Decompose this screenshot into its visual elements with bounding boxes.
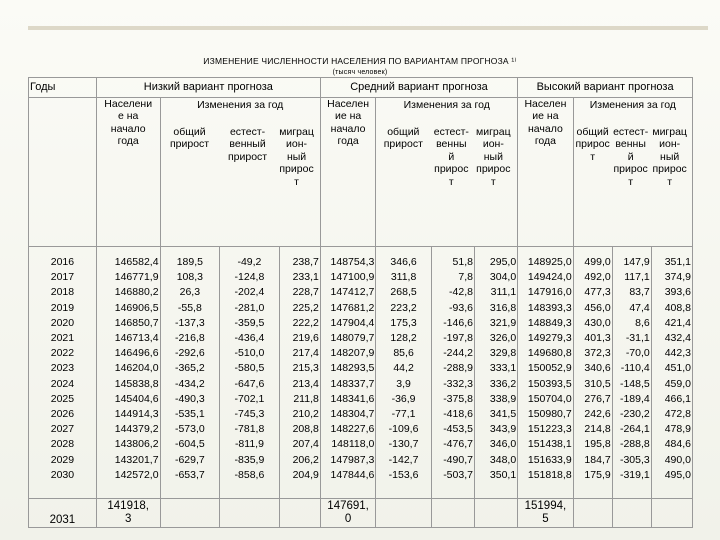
header-high-variant: Высокий вариант прогноза bbox=[518, 78, 693, 98]
cell-high-migr: 478,9 bbox=[664, 423, 691, 436]
cell-mid-pop: 148207,9 bbox=[330, 347, 375, 360]
header-natural-high: естест- венны й прирос т bbox=[613, 126, 649, 188]
cell-high-migr: 451,0 bbox=[664, 362, 691, 375]
header-change-mid bbox=[376, 98, 518, 247]
cell-mid-migr: 311,1 bbox=[490, 286, 517, 299]
cell-low-migr: 217,4 bbox=[292, 347, 319, 360]
header-migration-high: миграц ион- ный прирос т bbox=[652, 126, 687, 188]
cell-high-pop: 148849,3 bbox=[527, 316, 572, 329]
cell-low-migr: 238,7 bbox=[292, 256, 319, 268]
cell-low-nat: -835,9 bbox=[234, 453, 265, 466]
cell-mid-total: -77,1 bbox=[391, 408, 416, 421]
cell-high-total: 456,0 bbox=[584, 301, 611, 314]
cell-low-total: -216,8 bbox=[174, 332, 205, 345]
cell-mid-total: 44,2 bbox=[393, 362, 414, 375]
forecast-table bbox=[28, 77, 693, 528]
cell-low-migr: 228,7 bbox=[292, 286, 319, 299]
cell-low-migr: 233,1 bbox=[292, 271, 319, 284]
cell-low-pop: 142572,0 bbox=[114, 468, 159, 481]
cell-high-pop: 150052,9 bbox=[527, 362, 572, 375]
cell-mid-migr: 316,8 bbox=[489, 301, 517, 314]
cell-low-nat: -281,0 bbox=[234, 301, 265, 314]
slide-top-bar bbox=[28, 26, 708, 30]
cell-high-pop: 151438,1 bbox=[527, 438, 572, 451]
cell-low-pop: 146582,4 bbox=[114, 256, 159, 268]
last-row-high-pop: 151994, 5 bbox=[518, 499, 573, 528]
cell-mid-total: 346,6 bbox=[390, 256, 417, 268]
header-mid-variant: Средний вариант прогноза bbox=[320, 78, 517, 98]
cell-mid-migr: 338,9 bbox=[489, 392, 517, 405]
cell-mid-migr: 350,1 bbox=[489, 468, 517, 481]
cell-mid-migr: 336,2 bbox=[489, 377, 517, 390]
cell-mid-total: 85,6 bbox=[393, 347, 414, 360]
cell-years: 2016 bbox=[50, 256, 75, 268]
column-mid-natural bbox=[431, 247, 474, 499]
cell-low-migr: 207,4 bbox=[292, 438, 319, 451]
cell-mid-migr: 348,0 bbox=[489, 453, 517, 466]
cell-mid-nat: -146,6 bbox=[443, 316, 473, 329]
cell-low-nat: -436,4 bbox=[234, 332, 265, 345]
cell-years: 2021 bbox=[50, 332, 75, 345]
cell-low-pop: 145404,6 bbox=[114, 392, 159, 405]
cell-low-nat: -510,0 bbox=[234, 347, 265, 360]
cell-years: 2023 bbox=[50, 362, 75, 375]
header-change-low bbox=[160, 98, 320, 247]
cell-high-pop: 150704,0 bbox=[527, 392, 572, 405]
cell-high-migr: 408,8 bbox=[664, 301, 691, 314]
cell-mid-pop: 148227,6 bbox=[330, 423, 375, 436]
cell-mid-nat: -42,8 bbox=[449, 286, 473, 299]
cell-high-total: 340,6 bbox=[584, 362, 611, 375]
last-row-mid-pop: 147691, 0 bbox=[320, 499, 375, 528]
header-pop-high: Населен ие на начало года bbox=[518, 98, 573, 247]
cell-mid-pop: 148304,7 bbox=[330, 408, 375, 421]
cell-mid-total: -130,7 bbox=[388, 438, 419, 451]
column-low-pop bbox=[96, 247, 160, 499]
cell-mid-pop: 147844,6 bbox=[330, 468, 375, 481]
cell-low-migr: 225,2 bbox=[292, 301, 319, 314]
cell-mid-migr: 343,9 bbox=[489, 423, 517, 436]
cell-high-migr: 466,1 bbox=[664, 392, 691, 405]
cell-high-pop: 149680,8 bbox=[527, 347, 572, 360]
cell-high-pop: 149279,3 bbox=[527, 332, 572, 345]
cell-mid-pop: 148754,3 bbox=[330, 256, 375, 268]
cell-high-nat: -230,2 bbox=[619, 408, 650, 421]
cell-low-nat: -702,1 bbox=[234, 392, 265, 405]
cell-mid-total: 311,8 bbox=[390, 271, 417, 284]
cell-low-total: -535,1 bbox=[174, 408, 205, 421]
header-years-blank bbox=[29, 98, 97, 247]
cell-low-nat: -745,3 bbox=[234, 408, 265, 421]
cell-high-pop: 150980,7 bbox=[527, 408, 572, 421]
header-total-low: общий прирост bbox=[169, 126, 210, 151]
header-change-high-label: Изменения за год bbox=[589, 99, 676, 111]
cell-high-total: 477,3 bbox=[584, 286, 611, 299]
column-high-natural bbox=[612, 247, 651, 499]
cell-low-total: -55,8 bbox=[177, 301, 202, 314]
cell-high-migr: 432,4 bbox=[664, 332, 691, 345]
cell-high-pop: 149424,0 bbox=[527, 271, 572, 284]
cell-high-nat: -319,1 bbox=[619, 468, 650, 481]
cell-years: 2020 bbox=[50, 316, 75, 329]
cell-mid-pop: 147681,2 bbox=[330, 301, 375, 314]
column-years bbox=[29, 247, 97, 499]
cell-high-total: 214,8 bbox=[584, 423, 611, 436]
cell-mid-total: -142,7 bbox=[388, 453, 419, 466]
last-row-year: 2031 bbox=[29, 499, 97, 528]
cell-high-nat: -31,1 bbox=[625, 332, 650, 345]
cell-low-total: 108,3 bbox=[176, 271, 203, 284]
cell-high-nat: -148,5 bbox=[619, 377, 650, 390]
cell-low-nat: -202,4 bbox=[234, 286, 265, 299]
cell-high-pop: 147916,0 bbox=[527, 286, 572, 299]
cell-low-migr: 208,8 bbox=[292, 423, 319, 436]
column-mid-migration bbox=[474, 247, 517, 499]
header-natural-low: естест- венный прирост bbox=[227, 126, 268, 163]
column-low-natural bbox=[220, 247, 280, 499]
cell-low-nat: -124,8 bbox=[234, 271, 265, 284]
cell-high-nat: 8,6 bbox=[635, 316, 650, 329]
cell-low-total: -365,2 bbox=[174, 362, 205, 375]
header-natural-mid: естест- венны й прирос т bbox=[433, 126, 469, 188]
cell-low-nat: -359,5 bbox=[234, 316, 265, 329]
cell-mid-pop: 148079,7 bbox=[330, 332, 375, 345]
cell-mid-pop: 147100,9 bbox=[330, 271, 375, 284]
cell-high-pop: 151223,3 bbox=[527, 423, 572, 436]
cell-mid-pop: 147412,7 bbox=[330, 286, 375, 299]
cell-years: 2027 bbox=[50, 423, 75, 436]
cell-years: 2026 bbox=[50, 408, 75, 421]
column-mid-total bbox=[376, 247, 431, 499]
header-change-high bbox=[573, 98, 692, 247]
cell-high-nat: 47,4 bbox=[629, 301, 650, 314]
cell-mid-total: 223,2 bbox=[390, 301, 417, 314]
cell-high-pop: 151818,8 bbox=[527, 468, 572, 481]
header-years: Годы bbox=[29, 78, 97, 98]
cell-high-migr: 472,8 bbox=[664, 408, 691, 421]
cell-mid-migr: 333,1 bbox=[489, 362, 517, 375]
header-migration-low: миграц ион- ный прирос т bbox=[279, 126, 314, 188]
cell-mid-migr: 346,0 bbox=[489, 438, 517, 451]
cell-mid-nat: 51,8 bbox=[452, 256, 473, 268]
table-title: ИЗМЕНЕНИЕ ЧИСЛЕННОСТИ НАСЕЛЕНИЯ ПО ВАРИАНТАМ ПРОГНОЗА ¹⁾ bbox=[203, 56, 517, 66]
cell-high-total: 195,8 bbox=[584, 438, 611, 451]
cell-high-migr: 459,0 bbox=[664, 377, 691, 390]
cell-years: 2019 bbox=[50, 301, 75, 314]
cell-low-total: 26,3 bbox=[179, 286, 201, 299]
cell-high-pop: 150393,5 bbox=[527, 377, 572, 390]
cell-mid-nat: -332,3 bbox=[443, 377, 473, 390]
cell-mid-pop: 148293,5 bbox=[330, 362, 375, 375]
cell-low-pop: 146850,7 bbox=[114, 316, 159, 329]
cell-low-migr: 210,2 bbox=[292, 408, 319, 421]
cell-low-migr: 204,9 bbox=[292, 468, 319, 481]
cell-low-pop: 146880,2 bbox=[114, 286, 159, 299]
column-high-migration bbox=[651, 247, 692, 499]
header-pop-low: Населени е на начало года bbox=[96, 98, 160, 247]
cell-mid-total: -153,6 bbox=[388, 468, 419, 481]
header-total-high: общий прирос т bbox=[575, 126, 610, 163]
cell-mid-pop: 147987,3 bbox=[330, 453, 375, 466]
cell-high-migr: 484,6 bbox=[664, 438, 691, 451]
cell-high-total: 499,0 bbox=[584, 256, 611, 268]
cell-low-migr: 206,2 bbox=[292, 453, 319, 466]
cell-mid-migr: 329,8 bbox=[489, 347, 517, 360]
header-pop-mid: Населен ие на начало года bbox=[320, 98, 375, 247]
cell-high-nat: 117,1 bbox=[624, 271, 650, 284]
cell-low-pop: 146906,5 bbox=[114, 301, 159, 314]
cell-low-pop: 146496,6 bbox=[114, 347, 159, 360]
cell-low-migr: 215,3 bbox=[292, 362, 319, 375]
cell-mid-migr: 304,0 bbox=[489, 271, 517, 284]
cell-mid-nat: -93,6 bbox=[449, 301, 473, 314]
cell-low-pop: 143201,7 bbox=[114, 453, 159, 466]
cell-mid-migr: 295,0 bbox=[489, 256, 517, 268]
cell-high-nat: -70,0 bbox=[625, 347, 650, 360]
cell-mid-nat: -503,7 bbox=[443, 468, 473, 481]
cell-low-migr: 222,2 bbox=[292, 316, 319, 329]
cell-low-nat: -580,5 bbox=[234, 362, 265, 375]
cell-high-migr: 442,3 bbox=[664, 347, 691, 360]
cell-low-total: -490,3 bbox=[174, 392, 205, 405]
cell-high-nat: -110,4 bbox=[620, 362, 650, 375]
column-mid-pop bbox=[320, 247, 375, 499]
cell-low-total: 189,5 bbox=[176, 256, 203, 268]
cell-mid-pop: 148337,7 bbox=[330, 377, 375, 390]
cell-mid-nat: -490,7 bbox=[443, 453, 473, 466]
cell-mid-nat: -453,5 bbox=[443, 423, 473, 436]
cell-high-nat: -264,1 bbox=[619, 423, 650, 436]
cell-low-pop: 146771,9 bbox=[114, 271, 159, 284]
cell-high-nat: -288,8 bbox=[619, 438, 650, 451]
cell-high-total: 184,7 bbox=[584, 453, 611, 466]
cell-mid-nat: -288,9 bbox=[443, 362, 473, 375]
cell-mid-total: -36,9 bbox=[391, 392, 416, 405]
cell-low-migr: 211,8 bbox=[293, 392, 319, 405]
cell-high-pop: 148925,0 bbox=[527, 256, 572, 268]
cell-low-pop: 144914,3 bbox=[114, 408, 159, 421]
cell-low-nat: -781,8 bbox=[234, 423, 265, 436]
cell-low-total: -292,6 bbox=[174, 347, 205, 360]
cell-years: 2029 bbox=[50, 453, 75, 466]
cell-mid-total: 268,5 bbox=[390, 286, 417, 299]
last-row-low-pop: 141918, 3 bbox=[96, 499, 160, 528]
cell-mid-nat: -375,8 bbox=[443, 392, 473, 405]
cell-high-total: 175,9 bbox=[584, 468, 611, 481]
cell-low-migr: 213,4 bbox=[292, 377, 319, 390]
cell-mid-nat: -476,7 bbox=[443, 438, 473, 451]
cell-low-nat: -647,6 bbox=[234, 377, 265, 390]
cell-years: 2025 bbox=[50, 392, 75, 405]
cell-high-pop: 148393,3 bbox=[527, 301, 572, 314]
cell-mid-total: 3,9 bbox=[396, 377, 411, 390]
cell-low-total: -629,7 bbox=[174, 453, 205, 466]
cell-high-total: 310,5 bbox=[584, 377, 611, 390]
cell-low-pop: 146713,4 bbox=[114, 332, 159, 345]
cell-mid-total: 128,2 bbox=[390, 332, 417, 345]
cell-low-pop: 145838,8 bbox=[114, 377, 159, 390]
cell-mid-pop: 148341,6 bbox=[330, 392, 375, 405]
cell-high-migr: 495,0 bbox=[664, 468, 691, 481]
cell-high-total: 401,3 bbox=[584, 332, 611, 345]
cell-mid-pop: 147904,4 bbox=[330, 316, 375, 329]
cell-low-nat: -858,6 bbox=[234, 468, 265, 481]
cell-mid-nat: -244,2 bbox=[443, 347, 473, 360]
cell-low-nat: -49,2 bbox=[237, 256, 262, 268]
cell-high-migr: 421,4 bbox=[664, 316, 691, 329]
cell-low-migr: 219,6 bbox=[292, 332, 319, 345]
cell-high-migr: 351,1 bbox=[664, 256, 691, 268]
cell-high-total: 430,0 bbox=[584, 316, 611, 329]
column-high-pop bbox=[518, 247, 573, 499]
cell-mid-nat: 7,8 bbox=[458, 271, 473, 284]
cell-mid-pop: 148118,0 bbox=[331, 438, 375, 451]
cell-high-pop: 151633,9 bbox=[527, 453, 572, 466]
cell-mid-migr: 321,9 bbox=[489, 316, 517, 329]
header-change-mid-label: Изменения за год bbox=[403, 99, 490, 111]
cell-mid-migr: 341,5 bbox=[489, 408, 517, 421]
header-total-mid: общий прирост bbox=[383, 126, 423, 151]
cell-low-total: -137,3 bbox=[174, 316, 205, 329]
column-low-total bbox=[160, 247, 220, 499]
cell-low-pop: 143806,2 bbox=[114, 438, 159, 451]
cell-mid-nat: -418,6 bbox=[443, 408, 473, 421]
cell-years: 2017 bbox=[50, 271, 75, 284]
cell-low-nat: -811,9 bbox=[234, 438, 264, 451]
header-change-low-label: Изменения за год bbox=[197, 99, 284, 111]
column-low-migration bbox=[279, 247, 320, 499]
cell-high-nat: 83,7 bbox=[629, 286, 650, 299]
cell-high-migr: 490,0 bbox=[664, 453, 691, 466]
cell-high-nat: 147,9 bbox=[623, 256, 650, 268]
header-migration-mid: миграц ион- ный прирос т bbox=[476, 126, 511, 188]
cell-low-total: -653,7 bbox=[174, 468, 205, 481]
cell-low-pop: 146204,0 bbox=[114, 362, 159, 375]
cell-high-nat: -189,4 bbox=[619, 392, 650, 405]
cell-mid-total: 175,3 bbox=[390, 316, 417, 329]
cell-high-migr: 374,9 bbox=[664, 271, 691, 284]
cell-years: 2028 bbox=[50, 438, 75, 451]
cell-low-pop: 144379,2 bbox=[114, 423, 159, 436]
cell-mid-total: -109,6 bbox=[388, 423, 419, 436]
header-low-variant: Низкий вариант прогноза bbox=[96, 78, 320, 98]
cell-years: 2018 bbox=[50, 286, 75, 299]
cell-high-total: 372,3 bbox=[584, 347, 611, 360]
cell-high-total: 276,7 bbox=[584, 392, 611, 405]
cell-high-total: 492,0 bbox=[584, 271, 611, 284]
column-high-total bbox=[573, 247, 612, 499]
cell-high-migr: 393,6 bbox=[664, 286, 691, 299]
cell-years: 2022 bbox=[50, 347, 75, 360]
cell-years: 2030 bbox=[50, 468, 75, 481]
cell-low-total: -604,5 bbox=[174, 438, 205, 451]
cell-years: 2024 bbox=[50, 377, 75, 390]
table-subtitle: (тысяч человек) bbox=[332, 69, 388, 76]
cell-high-total: 242,6 bbox=[584, 408, 611, 421]
cell-low-total: -573,0 bbox=[174, 423, 205, 436]
cell-mid-migr: 326,0 bbox=[489, 332, 517, 345]
cell-mid-nat: -197,8 bbox=[443, 332, 473, 345]
cell-low-total: -434,2 bbox=[174, 377, 205, 390]
cell-high-nat: -305,3 bbox=[619, 453, 650, 466]
